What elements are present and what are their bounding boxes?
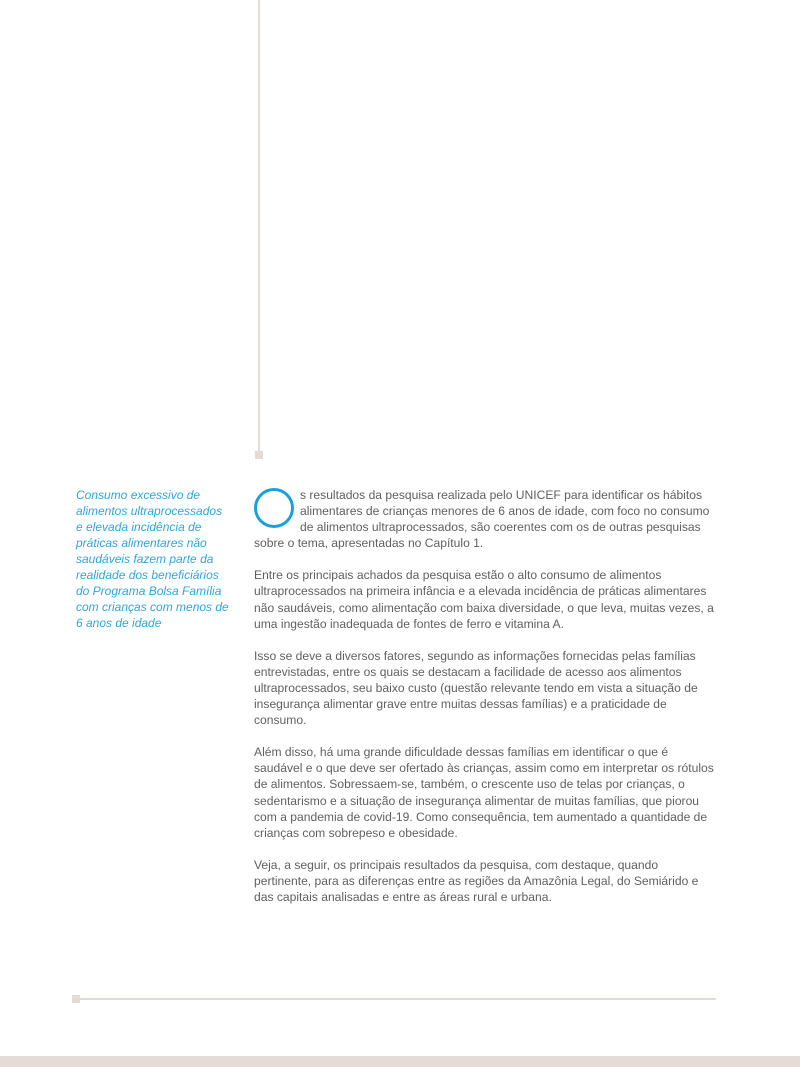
- vertical-divider-marker: [255, 451, 263, 459]
- body-paragraph-2: Entre os principais achados da pesquisa estão o alto consumo de alimentos ultraprocessados na primeira infância e a elevada incidência de práticas alimentares não saudáveis, como alimentação com baixa diversidade, o que leva, muitas vezes, a uma ingestão inadequada de fontes de ferro e vitamina A.: [254, 568, 714, 631]
- body-paragraph-5: Veja, a seguir, os principais resultados da pesquisa, com destaque, quando pertinente, para as diferenças entre as regiões da Amazônia Legal, do Semiárido e das capitais analisadas e entre as áreas rural e urbana.: [254, 857, 699, 904]
- vertical-divider-line: [258, 0, 260, 452]
- body-paragraph-3: Isso se deve a diversos fatores, segundo as informações fornecidas pelas famílias entrevistadas, entre os quais se destacam a facilidade de acesso aos alimentos ultraprocessados, seu baixo custo (questão relevante tendo em vista a situação de insegurança alimentar grave entre muitas dessas famílias) e a praticidade de consumo.: [254, 648, 698, 728]
- sidebar-pull-quote: Consumo excessivo de alimentos ultraprocessados e elevada incidência de práticas alimentares não saudáveis fazem parte da realidade dos beneficiários do Programa Bolsa Família com crianças com menos de 6 anos de idade: [76, 488, 229, 630]
- footer-band: [0, 1056, 800, 1067]
- body-paragraph-4: Além disso, há uma grande dificuldade dessas famílias em identificar o que é saudável e o que deve ser ofertado às crianças, assim como em interpretar os rótulos de alimentos. Sobressaem-se, também, o crescente uso de telas por crianças, o sedentarismo e a situação de insegurança alimentar de muitas famílias, que piorou com a pandemia de covid-19. Como consequência, tem aumentado a quantidade de crianças com sobrepeso e obesidade.: [254, 745, 714, 840]
- body-paragraph-1: [254, 487, 718, 551]
- body-paragraph-1-text: s resultados da pesquisa realizada pelo UNICEF para identificar os hábitos alimentares de crianças menores de 6 anos de idade, com foco no consumo de alimentos ultraprocessados, são coerentes com os de outras pesquisas sobre o tema, apresentadas no Capítulo 1.: [254, 488, 710, 551]
- article-body: [254, 487, 718, 921]
- footer-rule-line: [78, 998, 716, 1000]
- dropcap-o-icon: [254, 488, 294, 528]
